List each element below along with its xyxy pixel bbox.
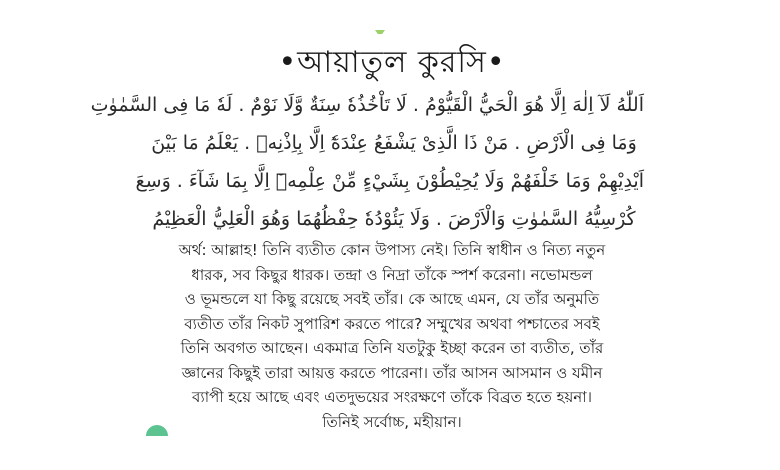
arabic-line: كُرْسِيُّهُ السَّمٰوٰتِ وَالْاَرْضَ . وَلَا يَئُوْدُهٗ حِفْظُهُمَا وَهُوَ الْعَلِيُّ الْعَظِيْمُ (152, 208, 636, 230)
arabic-verse (90, 86, 644, 238)
meaning-line: তিনি অবগত আছেন। একমাত্র তিনি যতটুকু ইচ্ছা করেন তা ব্যতীত, তাঁর (180, 339, 604, 357)
arabic-line: وَمَا فِى الْاَرْضِ . مَنْ ذَا الَّذِىْ يَشْفَعُ عِنْدَهٗٓ اِلَّا بِاِذْنِهٖ . يَعْلَمُ مَا بَيْنَ (151, 132, 637, 154)
meaning-line: ধারক, সব কিছুর ধারক। তন্দ্রা ও নিদ্রা তাঁকে স্পর্শ করেনা। নভোমন্ডল (191, 265, 593, 284)
meaning-line: ব্যতীত তাঁর নিকট সুপারিশ করতে পারে? সম্মুখের অথবা পশ্চাতের সবই (184, 314, 600, 333)
document-title: •আয়াতুল কুরসি• (278, 45, 506, 80)
arabic-line: اَيْدِيْهِمْ وَمَا خَلْفَهُمْ وَلَا يُحِيْطُوْنَ بِشَيْءٍ مِّنْ عِلْمِهٖٓ اِلَّا بِمَا شَآءَ . وَسِعَ (135, 170, 644, 192)
arabic-line: اَللّٰهُ لَآ اِلٰهَ اِلَّا هُوَ الْحَيُّ الْقَيُّوْمُ . لَا تَاْخُذُهٗ سِنَةٌ وَّلَا نَوْمٌ . لَهٗ مَا فِى السَّمٰوٰتِ (90, 94, 644, 116)
meaning-line: জ্ঞানের কিছুই তারা আয়ত্ত করতে পারেনা। তাঁর আসন আসমান ও যমীন (181, 363, 603, 382)
meaning-line: ব্যাপী হয়ে আছে এবং এতদুভয়ের সংরক্ষণে তাঁকে বিব্রত হতে হয়না। (192, 388, 592, 406)
meaning-text (138, 238, 646, 434)
meaning-line: অর্থ: আল্লাহ! তিনি ব্যতীত কোন উপাস্য নেই। তিনি স্বাধীন ও নিত্য নতুন (178, 241, 606, 259)
meaning-line: তিনিই সর্বোচ্চ, মহীয়ান। (322, 412, 462, 431)
meaning-line: ও ভূমন্ডলে যা কিছু রয়েছে সবই তাঁর। কে আছে এমন, যে তাঁর অনুমতি (184, 290, 600, 308)
document-page (90, 34, 646, 444)
